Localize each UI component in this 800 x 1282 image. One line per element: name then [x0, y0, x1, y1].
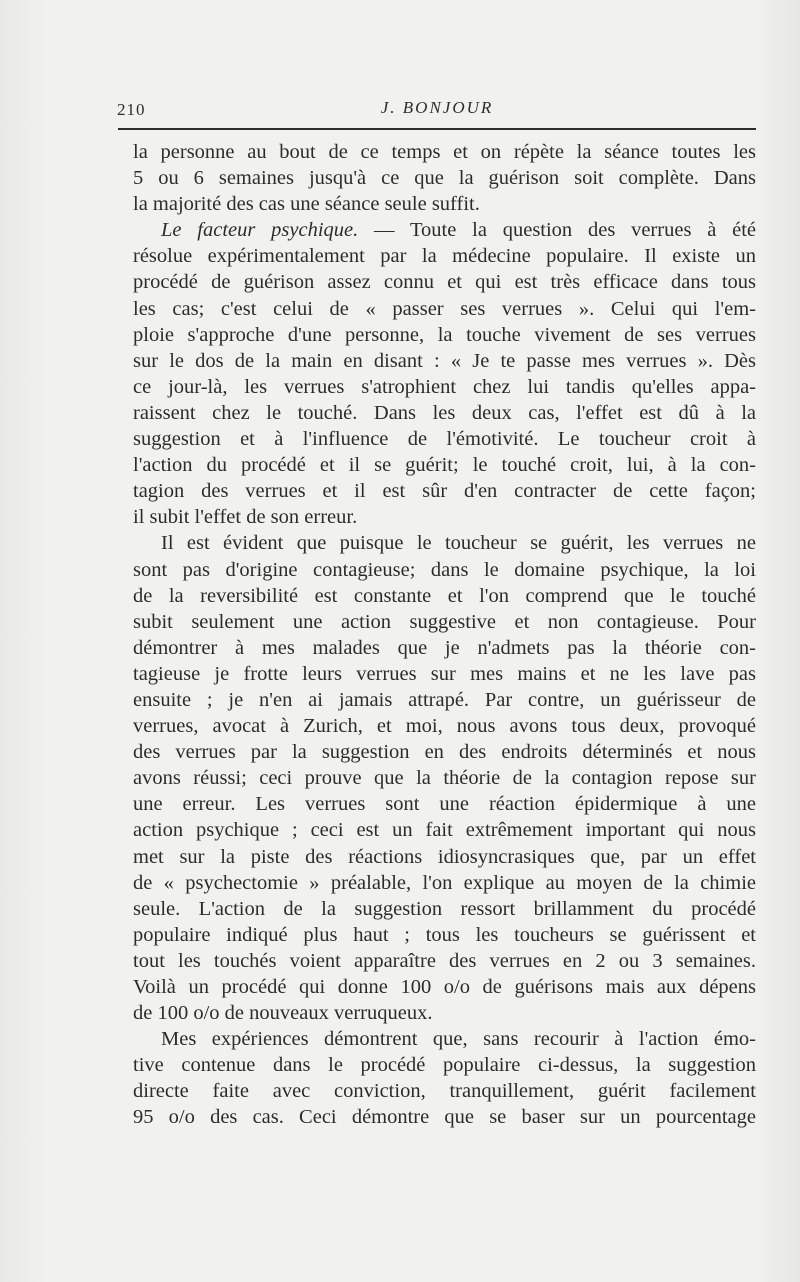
- text-line: de « psychectomie » préalable, l'on explique au moyen de la chimie: [133, 871, 756, 894]
- text-line: subit seulement une action suggestive et non contagieuse. Pour: [133, 610, 756, 633]
- body-text: [133, 139, 756, 1131]
- text-line: les cas; c'est celui de « passer ses verrues ». Celui qui l'em-: [133, 297, 756, 320]
- text-line: avons réussi; ceci prouve que la théorie de la contagion repose sur: [133, 767, 756, 790]
- text-line: de la reversibilité est constante et l'on comprend que le touché: [133, 584, 756, 607]
- header-rule: [118, 128, 756, 130]
- page-header: [117, 98, 757, 122]
- text-fragment: — Toute la question des verrues à été: [358, 219, 756, 242]
- text-line: seule. L'action de la suggestion ressort brillamment du procédé: [133, 897, 756, 920]
- text-line: met sur la piste des réactions idiosyncrasiques que, par un effet: [133, 845, 756, 868]
- text-line: tagion des verrues et il est sûr d'en contracter de cette façon;: [133, 480, 756, 503]
- text-line: Mes expériences démontrent que, sans recourir à l'action émo-: [161, 1028, 756, 1051]
- text-line: verrues, avocat à Zurich, et moi, nous avons tous deux, provoqué: [133, 715, 756, 738]
- text-line: populaire indiqué plus haut ; tous les toucheurs se guérissent et: [133, 923, 756, 946]
- text-line: résolue expérimentalement par la médecine populaire. Il existe un: [133, 245, 756, 268]
- text-line: 5 ou 6 semaines jusqu'à ce que la guérison soit complète. Dans: [133, 167, 756, 190]
- text-line: 95 o/o des cas. Ceci démontre que se baser sur un pourcentage: [133, 1106, 756, 1129]
- page-number: 210: [117, 100, 146, 119]
- text-line: une erreur. Les verrues sont une réaction épidermique à une: [133, 793, 756, 816]
- section-heading-line: [133, 217, 756, 243]
- text-line: Voilà un procédé qui donne 100 o/o de guérisons mais aux dépens: [133, 976, 756, 998]
- text-line: la personne au bout de ce temps et on répète la séance toutes les: [133, 141, 756, 163]
- text-line: de 100 o/o de nouveaux verruqueux.: [133, 1002, 433, 1025]
- text-line: suggestion et à l'influence de l'émotivité. Le toucheur croit à: [133, 428, 756, 451]
- text-line: l'action du procédé et il se guérit; le touché croit, lui, à la con-: [133, 454, 756, 477]
- text-line: action psychique ; ceci est un fait extrêmement important qui nous: [133, 819, 756, 842]
- text-line: Il est évident que puisque le toucheur se guérit, les verrues ne: [161, 532, 756, 555]
- text-line: tout les touchés voient apparaître des verrues en 2 ou 3 semaines.: [133, 949, 756, 972]
- text-line: procédé de guérison assez connu et qui est très efficace dans tous: [133, 271, 756, 294]
- text-line: il subit l'effet de son erreur.: [133, 506, 358, 529]
- text-line: directe faite avec conviction, tranquillement, guérit facilement: [133, 1080, 756, 1103]
- text-line: sont pas d'origine contagieuse; dans le domaine psychique, la loi: [133, 558, 756, 581]
- text-line: ce jour-là, les verrues s'atrophient chez lui tandis qu'elles appa-: [133, 375, 756, 398]
- text-line: démontrer à mes malades que je n'admets pas la théorie con-: [133, 636, 756, 659]
- text-line: la majorité des cas une séance seule suffit.: [133, 193, 480, 216]
- text-line: ploie s'approche d'une personne, la touche vivement de ses verrues: [133, 323, 756, 346]
- running-head: J. BONJOUR: [380, 98, 494, 117]
- text-line: tive contenue dans le procédé populaire ci-dessus, la suggestion: [133, 1054, 756, 1077]
- section-heading: Le facteur psychique.: [161, 219, 359, 242]
- text-line: raissent chez le touché. Dans les deux cas, l'effet est dû à la: [133, 401, 756, 424]
- text-line: ensuite ; je n'en ai jamais attrapé. Par contre, un guérisseur de: [133, 688, 756, 711]
- text-line: sur le dos de la main en disant : « Je te passe mes verrues ». Dès: [133, 349, 756, 372]
- text-line: des verrues par la suggestion en des endroits déterminés et nous: [133, 741, 756, 764]
- text-line: tagieuse je frotte leurs verrues sur mes mains et ne les lave pas: [133, 662, 756, 685]
